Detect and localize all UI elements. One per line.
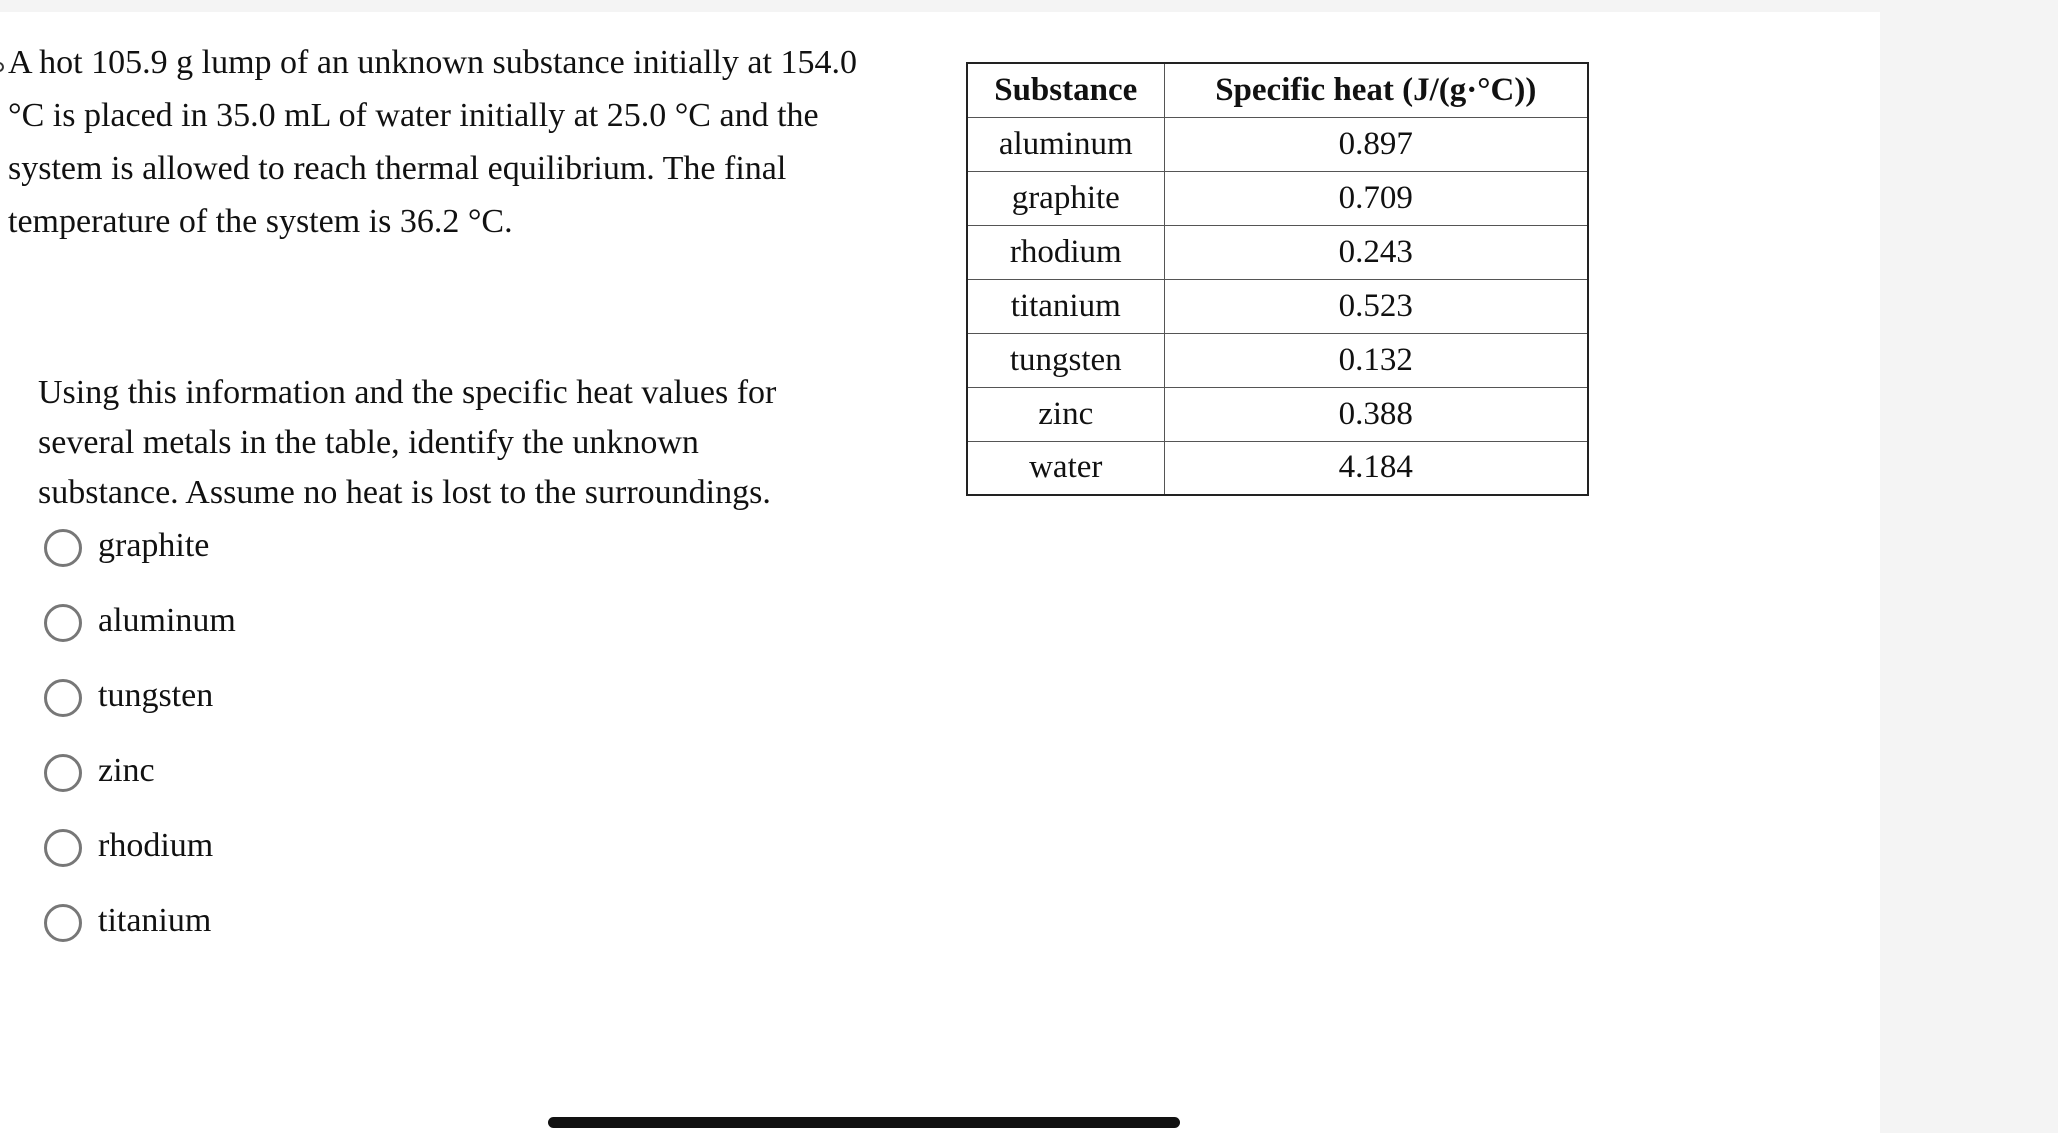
cell-specific-heat: 0.709	[1164, 171, 1588, 225]
cell-substance: water	[967, 441, 1164, 495]
cell-specific-heat: 4.184	[1164, 441, 1588, 495]
radio-button-icon[interactable]	[44, 754, 82, 792]
table-row	[967, 333, 1588, 387]
table-row	[967, 117, 1588, 171]
option-aluminum[interactable]	[44, 597, 236, 672]
question-instruction: Using this information and the specific heat values for several metals in the table, identify the unknown substance. Assume no heat is lost to the surroundings.	[38, 374, 777, 511]
cell-specific-heat: 0.523	[1164, 279, 1588, 333]
radio-button-icon[interactable]	[44, 529, 82, 567]
table-row	[967, 225, 1588, 279]
option-titanium[interactable]	[44, 897, 236, 972]
table-row	[967, 441, 1588, 495]
option-label: zinc	[98, 752, 155, 789]
cell-substance: aluminum	[967, 117, 1164, 171]
option-label: rhodium	[98, 827, 214, 864]
cell-specific-heat: 0.132	[1164, 333, 1588, 387]
option-graphite[interactable]	[44, 522, 236, 597]
option-zinc[interactable]	[44, 747, 236, 822]
answer-options	[44, 522, 236, 972]
radio-button-icon[interactable]	[44, 829, 82, 867]
cell-specific-heat: 0.243	[1164, 225, 1588, 279]
home-indicator-bar[interactable]	[548, 1117, 1180, 1128]
specific-heat-table	[966, 62, 1589, 496]
problem-statement: A hot 105.9 g lump of an unknown substance initially at 154.0 °C is placed in 35.0 mL of water initially at 25.0 °C and the system is allowed to reach thermal equilibrium. The final temperature of the system is 36.2 °C.	[8, 44, 857, 240]
option-label: tungsten	[98, 677, 214, 714]
radio-button-icon[interactable]	[44, 904, 82, 942]
option-tungsten[interactable]	[44, 672, 236, 747]
cell-substance: graphite	[967, 171, 1164, 225]
option-rhodium[interactable]	[44, 822, 236, 897]
table-row	[967, 387, 1588, 441]
table-row	[967, 279, 1588, 333]
cell-specific-heat: 0.897	[1164, 117, 1588, 171]
column-header-substance: Substance	[967, 63, 1164, 117]
cell-substance: rhodium	[967, 225, 1164, 279]
content-panel	[0, 12, 1880, 1133]
cell-specific-heat: 0.388	[1164, 387, 1588, 441]
cell-substance: tungsten	[967, 333, 1164, 387]
table-header-row	[967, 63, 1588, 117]
option-label: aluminum	[98, 602, 236, 639]
column-header-specific-heat: Specific heat (J/(g·°C))	[1164, 63, 1588, 117]
cell-substance: titanium	[967, 279, 1164, 333]
table-row	[967, 171, 1588, 225]
edge-marker-icon	[0, 62, 4, 72]
cell-substance: zinc	[967, 387, 1164, 441]
option-label: graphite	[98, 527, 210, 564]
option-label: titanium	[98, 902, 212, 939]
radio-button-icon[interactable]	[44, 679, 82, 717]
radio-button-icon[interactable]	[44, 604, 82, 642]
